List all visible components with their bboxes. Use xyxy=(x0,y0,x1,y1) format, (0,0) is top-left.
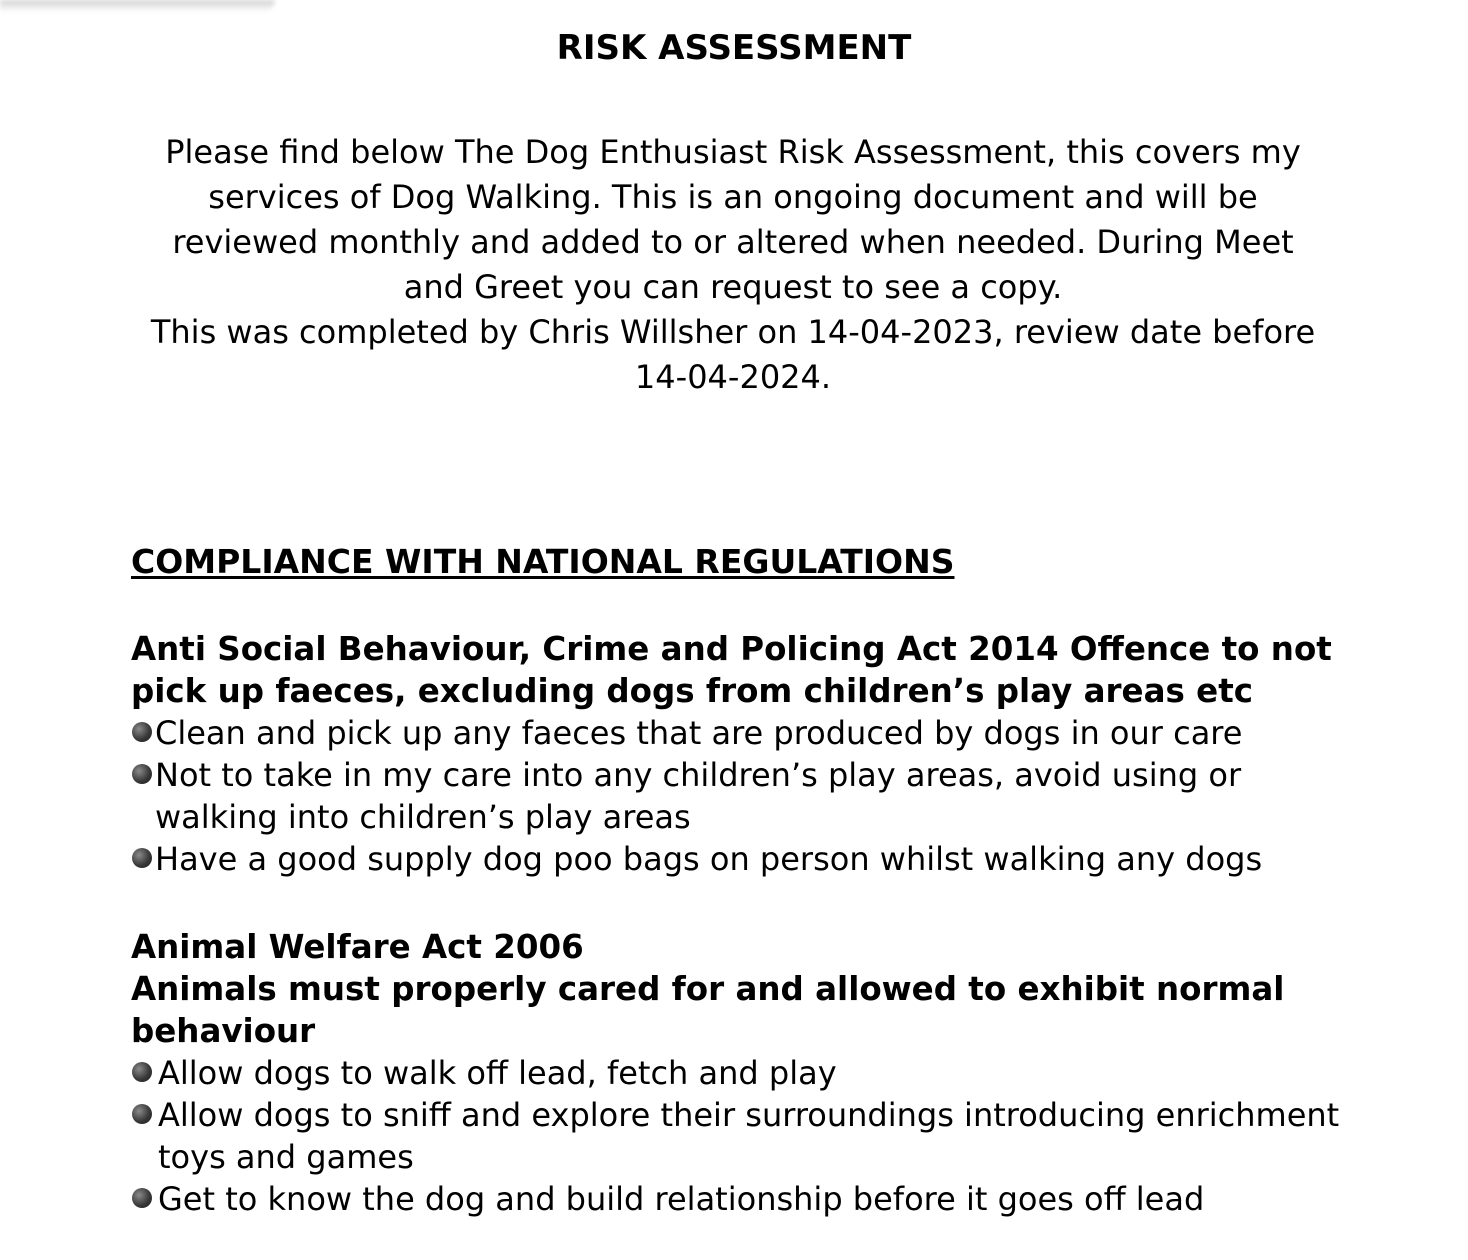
regulation-heading-subtitle: Animals must properly cared for and allowed to exhibit normal behaviour xyxy=(131,970,1285,1050)
regulation-bullet-list xyxy=(131,712,1361,880)
list-item xyxy=(131,754,1361,838)
list-item-text: Get to know the dog and build relationship before it goes off lead xyxy=(158,1180,1205,1218)
bullet-icon xyxy=(132,1062,152,1082)
list-item-text: Allow dogs to walk off lead, fetch and play xyxy=(158,1054,837,1092)
regulation-heading-act: Animal Welfare Act 2006 xyxy=(131,928,584,966)
regulation-heading: Anti Social Behaviour, Crime and Policing Act 2014 Offence to not pick up faeces, excluding dogs from children’s play areas etc xyxy=(131,630,1332,710)
regulation-block-antisocial xyxy=(131,628,1361,880)
list-item-text: Clean and pick up any faeces that are produced by dogs in our care xyxy=(155,714,1243,752)
regulation-bullet-list xyxy=(131,1052,1361,1220)
completion-note: This was completed by Chris Willsher on 14-04-2023, review date before 14-04-2024. xyxy=(150,313,1316,396)
section-heading-compliance: COMPLIANCE WITH NATIONAL REGULATIONS xyxy=(131,542,955,581)
list-item-text: Allow dogs to sniff and explore their surroundings introducing enrichment toys and games xyxy=(158,1096,1340,1176)
list-item xyxy=(131,1178,1361,1220)
bullet-icon xyxy=(132,1104,152,1124)
bullet-icon xyxy=(132,1188,152,1208)
bullet-icon xyxy=(132,722,152,742)
list-item-text: Have a good supply dog poo bags on person whilst walking any dogs xyxy=(155,840,1263,878)
list-item xyxy=(131,838,1361,880)
list-item xyxy=(131,1094,1361,1178)
intro-text xyxy=(145,130,1321,400)
bullet-icon xyxy=(132,848,152,868)
document-title: RISK ASSESSMENT xyxy=(556,28,912,68)
list-item-text: Not to take in my care into any children’s play areas, avoid using or walking into children’s play areas xyxy=(155,756,1242,836)
regulation-block-animal-welfare xyxy=(131,926,1361,1220)
bullet-icon xyxy=(132,764,152,784)
list-item xyxy=(131,712,1361,754)
intro-paragraph: Please find below The Dog Enthusiast Risk Assessment, this covers my services of Dog Walking. This is an ongoing document and will be reviewed monthly and added to or altered when needed. During Meet and Greet you can request to see a copy. xyxy=(165,133,1301,306)
list-item xyxy=(131,1052,1361,1094)
page-corner-shadow xyxy=(0,0,275,12)
